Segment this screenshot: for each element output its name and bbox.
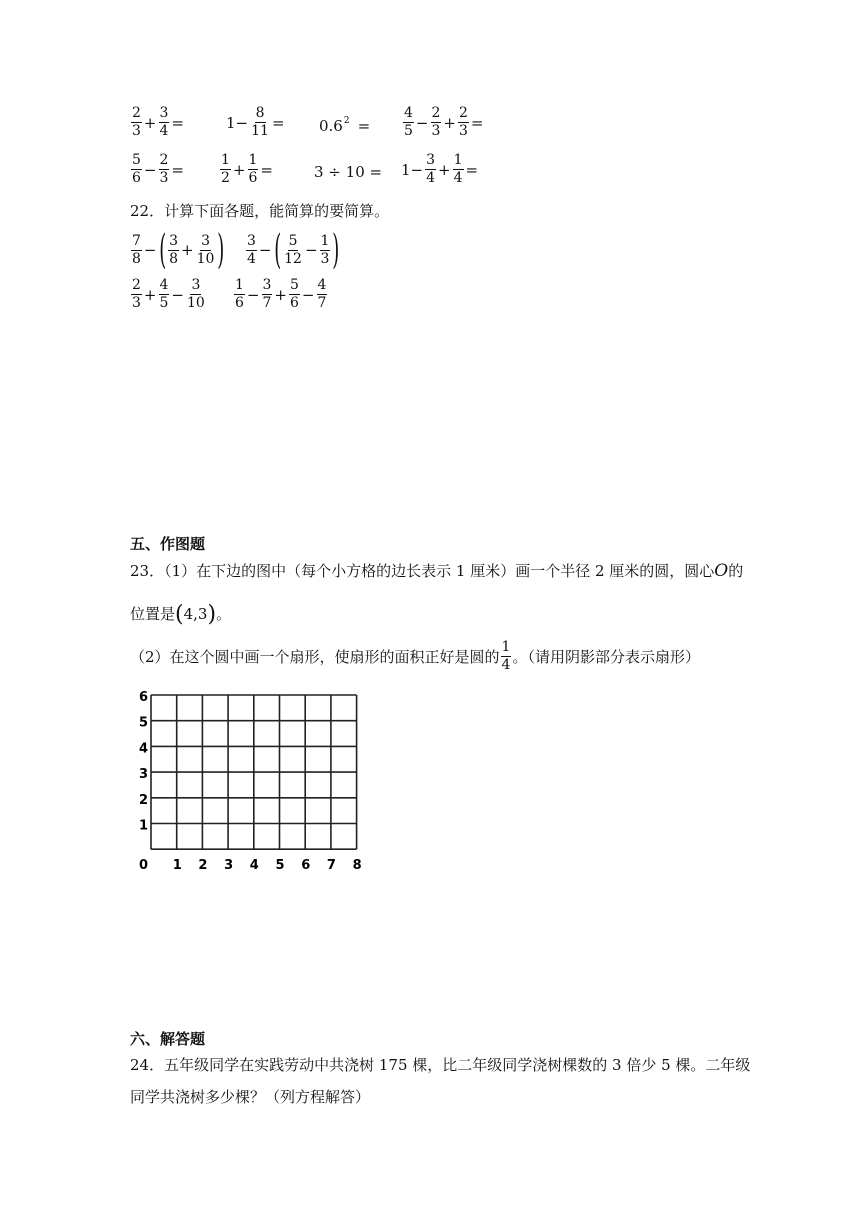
q22-expr-3: $\frac{2}{3}$ + $\frac{4}{5}$ − $\frac{3}{10}$ <box>132 277 205 311</box>
coordinate-grid[interactable] <box>130 688 370 873</box>
oral-expr-8: 1− $\frac{3}{4}$ + $\frac{1}{4}$ = <box>401 152 479 186</box>
oral-expr-5: $\frac{5}{6}$ − $\frac{2}{3}$ = <box>132 152 184 186</box>
q22-expr-2: $\frac{3}{4}$ − ( $\frac{5}{12}$ − $\frac{1}{3}$ ) <box>247 227 340 273</box>
grid-y-label: 6 <box>139 690 149 705</box>
grid-x-label: 4 <box>249 858 259 873</box>
q22-title: 22．计算下面各题，能简算的要简算。 <box>130 202 390 220</box>
grid-x-label: 3 <box>224 858 234 873</box>
section6-heading: 六、解答题 <box>130 1030 206 1048</box>
grid-x-label: 2 <box>198 858 208 873</box>
grid-y-label: 2 <box>139 792 149 808</box>
q22-expr-1: $\frac{7}{8}$ − ( $\frac{3}{8}$ + $\frac{3}{10}$ ) <box>132 227 225 273</box>
grid-x-label: 6 <box>301 858 311 873</box>
grid-x-label: 8 <box>352 858 362 873</box>
grid-x-label: 5 <box>275 858 285 873</box>
grid-y-label: 4 <box>139 741 149 757</box>
q23-line2: 位置是(4,3)。 <box>130 602 232 627</box>
q24-line2: 同学共浇树多少棵？（列方程解答） <box>130 1088 371 1106</box>
section5-heading: 五、作图题 <box>130 535 206 553</box>
grid-y-label: 1 <box>139 818 149 834</box>
grid-y-label: 3 <box>139 767 149 783</box>
q22-expr-4: $\frac{1}{6}$ − $\frac{3}{7}$ + $\frac{5}{6}$ − $\frac{4}{7}$ <box>235 277 327 311</box>
q23-line1: 23．（1）在下边的图中（每个小方格的边长表示 1 厘米）画一个半径 2 厘米的圆，圆心O的 <box>130 561 744 581</box>
grid-y-label: 5 <box>139 715 149 731</box>
oral-expr-3: 0.6 $^2$ = <box>319 116 371 135</box>
oral-expr-1: $\frac{2}{3}$ + $\frac{3}{4}$ = <box>132 105 184 139</box>
oral-expr-6: $\frac{1}{2}$ + $\frac{1}{6}$ = <box>221 152 273 186</box>
q23-line3: （2）在这个圆中画一个扇形，使扇形的面积正好是圆的 $\frac{1}{4}$ 。（请用阴影部分表示扇形） <box>130 639 700 673</box>
grid-x-label: 1 <box>172 858 182 873</box>
grid-x-label: 0 <box>139 858 149 873</box>
grid-x-label: 7 <box>326 858 336 873</box>
q24-line1: 24．五年级同学在实践劳动中共浇树 175 棵，比二年级同学浇树棵数的 3 倍少 5 棵。二年级 <box>130 1056 751 1074</box>
oral-expr-7: 3 ÷ 10 = <box>314 163 383 181</box>
oral-expr-2: 1− $\frac{8}{11}$ = <box>226 105 285 139</box>
oral-expr-4: $\frac{4}{5}$ − $\frac{2}{3}$ + $\frac{2}{3}$ = <box>404 105 484 139</box>
